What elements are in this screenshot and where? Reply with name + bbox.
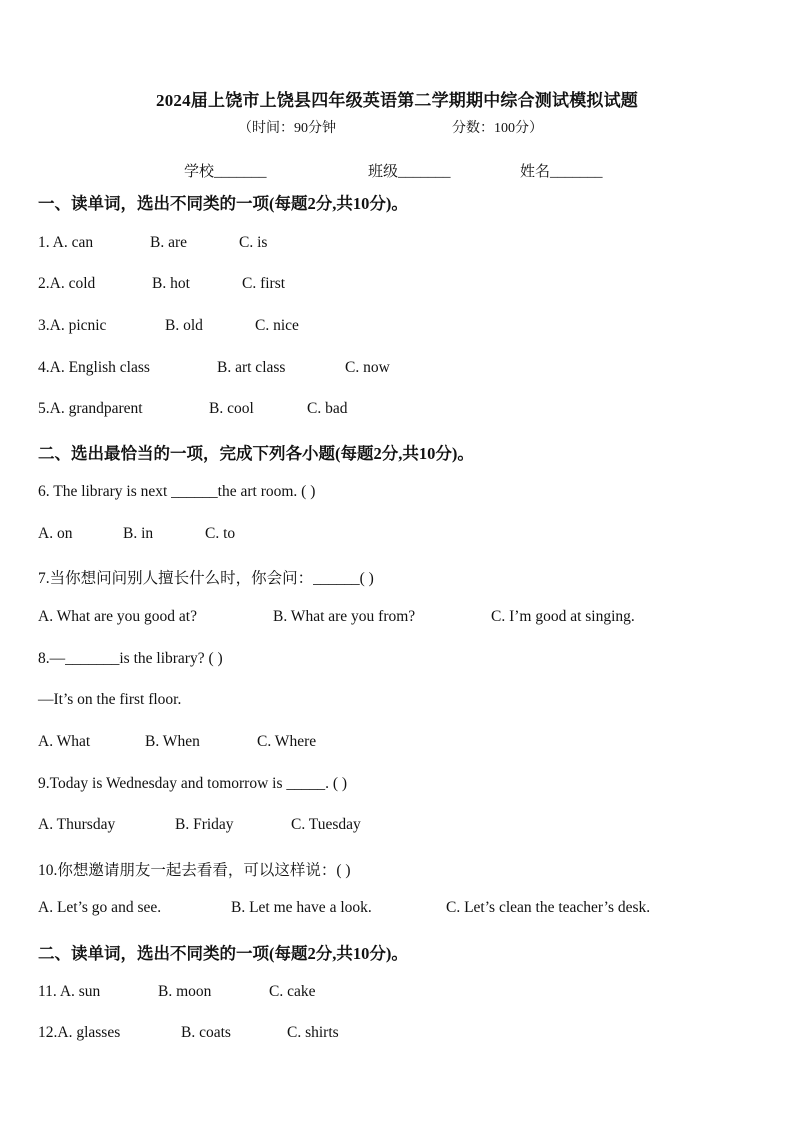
question-10-stem: 10.你想邀请朋友一起去看看，可以这样说：( ): [38, 862, 351, 879]
option-b: B. When: [145, 733, 200, 750]
option-a: A. What: [38, 733, 91, 750]
question-11: [38, 983, 315, 1001]
question-2: [38, 275, 285, 293]
option-a: A. What are you good at?: [38, 608, 197, 625]
option-c: C. Let’s clean the teacher’s desk.: [446, 899, 651, 916]
question-12: [38, 1024, 339, 1042]
option-b: B. art class: [217, 359, 286, 376]
option-a: 3.A. picnic: [38, 317, 107, 334]
class-field: 班级_______: [368, 164, 451, 180]
total-score: 分数：100分）: [452, 121, 543, 136]
option-c: C. bad: [307, 400, 348, 417]
option-a: A. on: [38, 525, 73, 542]
question-8-reply: —It’s on the first floor.: [38, 691, 182, 708]
option-a: 2.A. cold: [38, 275, 96, 292]
time-limit: （时间：90分钟: [238, 121, 336, 136]
question-5: [38, 400, 347, 418]
option-b: B. hot: [152, 275, 190, 292]
question-7-stem: 7.当你想问问别人擅长什么时，你会问：______( ): [38, 570, 374, 587]
option-b: B. cool: [209, 400, 254, 417]
school-field: 学校_______: [184, 164, 267, 180]
option-b: B. coats: [181, 1024, 231, 1041]
name-field: 姓名_______: [520, 164, 603, 180]
option-b: B. in: [123, 525, 154, 542]
question-8-options: [38, 733, 316, 751]
option-c: C. nice: [255, 317, 299, 334]
option-a: 4.A. English class: [38, 359, 150, 376]
option-c: C. Where: [257, 733, 317, 750]
question-10-options: [38, 899, 650, 917]
option-a: 1. A. can: [38, 234, 94, 251]
question-8-stem: 8.—_______is the library? ( ): [38, 650, 223, 667]
option-c: C. to: [205, 525, 236, 542]
option-b: B. Friday: [175, 816, 234, 833]
option-c: C. Tuesday: [291, 816, 361, 833]
question-9-options: [38, 816, 361, 834]
exam-title: 2024届上饶市上饶县四年级英语第二学期期中综合测试模拟试题: [156, 91, 638, 110]
question-6-options: [38, 525, 235, 543]
question-3: [38, 317, 299, 335]
option-b: B. old: [165, 317, 203, 334]
option-a: 5.A. grandparent: [38, 400, 143, 417]
option-a: 12.A. glasses: [38, 1024, 121, 1041]
option-c: C. I’m good at singing.: [491, 608, 635, 625]
option-a: A. Let’s go and see.: [38, 899, 162, 916]
option-c: C. cake: [269, 983, 316, 1000]
section-heading: 一、读单词，选出不同类的一项(每题2分,共10分)。: [38, 194, 408, 213]
option-c: C. now: [345, 359, 390, 376]
option-c: C. shirts: [287, 1024, 339, 1041]
option-a: A. Thursday: [38, 816, 116, 833]
question-9-stem: 9.Today is Wednesday and tomorrow is _____. ( ): [38, 775, 348, 792]
question-6-stem: 6. The library is next ______the art room. ( ): [38, 483, 316, 500]
option-a: 11. A. sun: [38, 983, 101, 1000]
option-c: C. is: [239, 234, 268, 251]
question-1: [38, 234, 267, 252]
section-heading: 二、读单词，选出不同类的一项(每题2分,共10分)。: [38, 944, 408, 963]
option-c: C. first: [242, 275, 286, 292]
option-b: B. Let me have a look.: [231, 899, 372, 916]
section-heading: 二、选出最恰当的一项，完成下列各小题(每题2分,共10分)。: [38, 444, 474, 463]
question-7-options: [38, 608, 635, 626]
option-b: B. What are you from?: [273, 608, 416, 625]
option-b: B. are: [150, 234, 188, 251]
question-4: [38, 359, 390, 377]
option-b: B. moon: [158, 983, 212, 1000]
